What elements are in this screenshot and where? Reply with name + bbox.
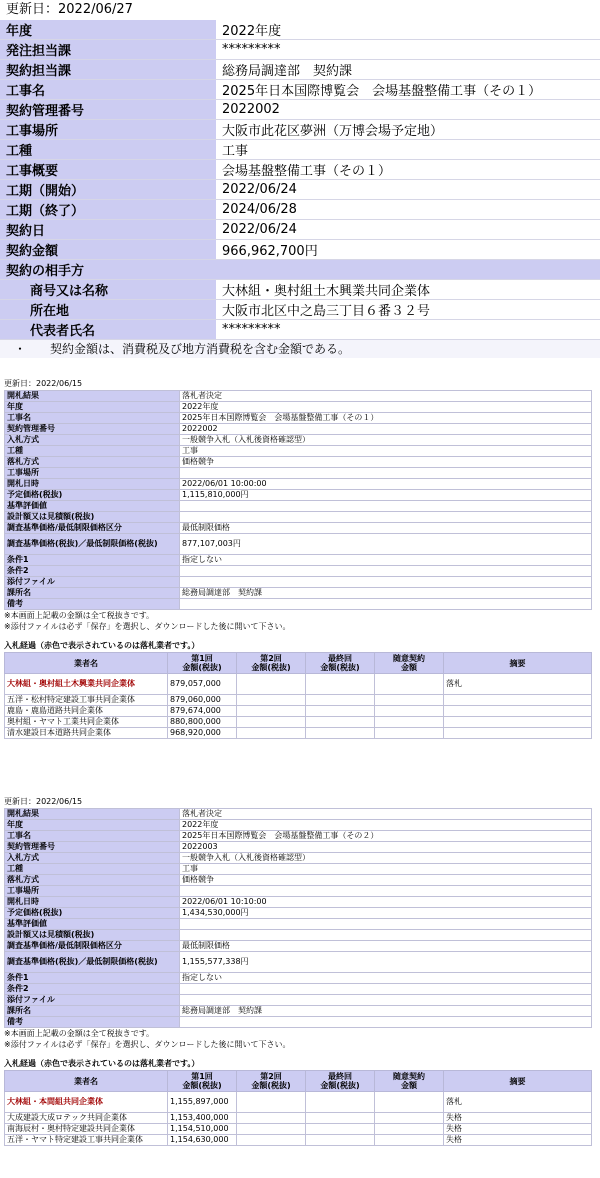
- result-row: [5, 468, 592, 479]
- result-value: [180, 501, 592, 512]
- contract-value: 2025年日本国際博覧会 会場基盤整備工事（その１）: [216, 80, 600, 100]
- bid-round1-amount: 1,153,400,000: [168, 1113, 237, 1124]
- result-value: 2022/06/01 10:10:00: [180, 897, 592, 908]
- bid-round1-amount: 1,154,630,000: [168, 1135, 237, 1146]
- result-value: 1,434,530,000円: [180, 908, 592, 919]
- bid-round1-amount: 879,057,000: [168, 674, 237, 695]
- bid-row: [5, 1135, 592, 1146]
- result-row: [5, 446, 592, 457]
- result-value: 2025年日本国際博覧会 会場基盤整備工事（その２）: [180, 831, 592, 842]
- contract-value: 966,962,700円: [216, 240, 600, 260]
- result-label: 基準評価値: [5, 919, 180, 930]
- result-row: [5, 391, 592, 402]
- result-label: 工事場所: [5, 468, 180, 479]
- bid-final-amount: [306, 1135, 375, 1146]
- bidder-name: 大林組・奥村組土木興業共同企業体: [5, 674, 168, 695]
- bid-round1-amount: 968,920,000: [168, 728, 237, 739]
- result-label: 条件2: [5, 566, 180, 577]
- bid-row: [5, 695, 592, 706]
- partner-label: 代表者氏名: [0, 320, 216, 340]
- partner-value: 大阪市北区中之島三丁目６番３２号: [216, 300, 600, 320]
- contract-label: 工事概要: [0, 160, 216, 180]
- partner-value: *********: [216, 320, 600, 340]
- contract-label: 工期（終了）: [0, 200, 216, 220]
- result-value: [180, 577, 592, 588]
- result-label: 契約管理番号: [5, 842, 180, 853]
- result-label: 工種: [5, 446, 180, 457]
- contract-table: [0, 20, 600, 340]
- bid-negotiated-amount: [375, 728, 444, 739]
- result-label: 調査基準価格(税抜)／最低制限価格(税抜): [5, 534, 180, 555]
- contract-value: 2022年度: [216, 20, 600, 40]
- contract-label: 契約金額: [0, 240, 216, 260]
- result-row: [5, 534, 592, 555]
- contract-section: [0, 0, 600, 358]
- bid-round2-amount: [237, 728, 306, 739]
- result-note: ※添付ファイルは必ず「保存」を選択し、ダウンロードした後に開いて下さい。: [4, 622, 291, 631]
- bid-round1-amount: 879,060,000: [168, 695, 237, 706]
- result-row: [5, 842, 592, 853]
- result-row: [5, 886, 592, 897]
- bidder-name: 大林組・本間組共同企業体: [5, 1092, 168, 1113]
- bidder-name: 五洋・ヤマト特定建設工事共同企業体: [5, 1135, 168, 1146]
- contract-row: [0, 80, 600, 100]
- result-label: 基準評価値: [5, 501, 180, 512]
- bidder-name: 鹿島・鹿島道路共同企業体: [5, 706, 168, 717]
- bid-final-amount: [306, 706, 375, 717]
- partner-value: 大林組・奥村組土木興業共同企業体: [216, 280, 600, 300]
- contract-row: [0, 120, 600, 140]
- result-label: 入札方式: [5, 435, 180, 446]
- result-note: ※本画面上記載の金額は全て税抜きです。: [4, 611, 155, 620]
- result-row: [5, 577, 592, 588]
- result-label: 備考: [5, 1017, 180, 1028]
- result-value: [180, 984, 592, 995]
- result-row: [5, 424, 592, 435]
- bid-history-table: [4, 652, 592, 739]
- bid-remark: [444, 717, 592, 728]
- contract-note: ・ 契約金額は、消費税及び地方消費税を含む金額である。: [0, 340, 600, 358]
- result-value: 工事: [180, 446, 592, 457]
- result-row: [5, 995, 592, 1006]
- bid-row: [5, 706, 592, 717]
- result-value: 総務局調達部 契約課: [180, 1006, 592, 1017]
- contract-label: 年度: [0, 20, 216, 40]
- result-label: 調査基準価格/最低制限価格区分: [5, 941, 180, 952]
- result-label: 落札方式: [5, 457, 180, 468]
- contract-label: 工事場所: [0, 120, 216, 140]
- result-row: [5, 1017, 592, 1028]
- result-value: 1,115,810,000円: [180, 490, 592, 501]
- bid-round2-amount: [237, 1113, 306, 1124]
- contract-updated-date: 更新日：2022/06/27: [6, 2, 133, 17]
- result-value: 落札者決定: [180, 809, 592, 820]
- result-value: 2022/06/01 10:00:00: [180, 479, 592, 490]
- contract-value: 会場基盤整備工事（その１）: [216, 160, 600, 180]
- bid-row: [5, 1113, 592, 1124]
- result-value: [180, 1017, 592, 1028]
- partner-label: 商号又は名称: [0, 280, 216, 300]
- bid-round1-amount: 879,674,000: [168, 706, 237, 717]
- bid-column-header: 業者名: [5, 1071, 168, 1092]
- result-value: [180, 930, 592, 941]
- bid-column-header: 摘要: [444, 653, 592, 674]
- bid-final-amount: [306, 728, 375, 739]
- result-value: [180, 919, 592, 930]
- bid-column-header: 業者名: [5, 653, 168, 674]
- result-value: 2025年日本国際博覧会 会場基盤整備工事（その１）: [180, 413, 592, 424]
- result-label: 工事名: [5, 413, 180, 424]
- contract-row: [0, 60, 600, 80]
- bid-final-amount: [306, 1124, 375, 1135]
- result-label: 年度: [5, 402, 180, 413]
- result-value: 2022003: [180, 842, 592, 853]
- bid-round2-amount: [237, 695, 306, 706]
- contract-label: 発注担当課: [0, 40, 216, 60]
- bid-remark: [444, 728, 592, 739]
- contract-value: *********: [216, 40, 600, 60]
- result-row: [5, 599, 592, 610]
- bid-column-header: 摘要: [444, 1071, 592, 1092]
- contract-label: 工種: [0, 140, 216, 160]
- result-label: 備考: [5, 599, 180, 610]
- result-value: [180, 468, 592, 479]
- result-row: [5, 555, 592, 566]
- result-value: 総務局調達部 契約課: [180, 588, 592, 599]
- contract-row: [0, 240, 600, 260]
- result-value: [180, 995, 592, 1006]
- result-row: [5, 897, 592, 908]
- result-note: ※添付ファイルは必ず「保存」を選択し、ダウンロードした後に開いて下さい。: [4, 1040, 291, 1049]
- bid-negotiated-amount: [375, 674, 444, 695]
- bid-remark: 失格: [444, 1113, 592, 1124]
- result-label: 調査基準価格(税抜)／最低制限価格(税抜): [5, 952, 180, 973]
- bid-round1-amount: 1,154,510,000: [168, 1124, 237, 1135]
- contract-label: 契約管理番号: [0, 100, 216, 120]
- result-value: 落札者決定: [180, 391, 592, 402]
- result-label: 添付ファイル: [5, 577, 180, 588]
- result-label: 開札日時: [5, 897, 180, 908]
- result-label: 工事名: [5, 831, 180, 842]
- result-value: 877,107,003円: [180, 534, 592, 555]
- result-value: 価格競争: [180, 875, 592, 886]
- partner-row: [0, 320, 600, 340]
- contract-label: 工期（開始）: [0, 180, 216, 200]
- result-row: [5, 952, 592, 973]
- result-value: [180, 566, 592, 577]
- result-row: [5, 941, 592, 952]
- bid-row: [5, 1092, 592, 1113]
- bid-negotiated-amount: [375, 706, 444, 717]
- result-row: [5, 402, 592, 413]
- result-row: [5, 490, 592, 501]
- result-value: 最低制限価格: [180, 523, 592, 534]
- bidder-name: 五洋・松村特定建設工事共同企業体: [5, 695, 168, 706]
- bid-history-heading: 入札経過（赤色で表示されているのは落札業者です。）: [4, 1059, 200, 1068]
- bid-column-header: 第2回 金額(税抜): [237, 1071, 306, 1092]
- result-label: 条件2: [5, 984, 180, 995]
- contract-row: [0, 140, 600, 160]
- partner-label: 所在地: [0, 300, 216, 320]
- result-label: 予定価格(税抜): [5, 490, 180, 501]
- bid-negotiated-amount: [375, 1092, 444, 1113]
- result-row: [5, 588, 592, 599]
- result-row: [5, 566, 592, 577]
- contract-label: 工事名: [0, 80, 216, 100]
- bid-final-amount: [306, 1092, 375, 1113]
- bid-result-section-1: [4, 378, 592, 739]
- result-value: 2022年度: [180, 402, 592, 413]
- partner-row: [0, 280, 600, 300]
- bid-remark: 失格: [444, 1124, 592, 1135]
- result-value: 最低制限価格: [180, 941, 592, 952]
- result-value: 2022年度: [180, 820, 592, 831]
- partner-heading: 契約の相手方: [0, 260, 600, 280]
- result-row: [5, 512, 592, 523]
- contract-value: 2022/06/24: [216, 180, 600, 200]
- bid-column-header: 随意契約 金額: [375, 1071, 444, 1092]
- contract-row: [0, 220, 600, 240]
- result-row: [5, 523, 592, 534]
- result-value: 指定しない: [180, 555, 592, 566]
- result-label: 課所名: [5, 588, 180, 599]
- contract-value: 大阪市此花区夢洲（万博会場予定地）: [216, 120, 600, 140]
- result-label: 落札方式: [5, 875, 180, 886]
- bid-round2-amount: [237, 1124, 306, 1135]
- bid-column-header: 随意契約 金額: [375, 653, 444, 674]
- bid-row: [5, 1124, 592, 1135]
- result-row: [5, 820, 592, 831]
- bid-negotiated-amount: [375, 1124, 444, 1135]
- result-row: [5, 908, 592, 919]
- contract-value: 2022/06/24: [216, 220, 600, 240]
- bid-remark: 落札: [444, 674, 592, 695]
- result-label: 条件1: [5, 973, 180, 984]
- bid-round1-amount: 1,155,897,000: [168, 1092, 237, 1113]
- bid-negotiated-amount: [375, 695, 444, 706]
- contract-value: 2024/06/28: [216, 200, 600, 220]
- result-row: [5, 973, 592, 984]
- bid-round2-amount: [237, 706, 306, 717]
- result-value: 一般競争入札（入札後資格確認型）: [180, 853, 592, 864]
- bid-negotiated-amount: [375, 1113, 444, 1124]
- bidder-name: 奥村組・ヤマト工業共同企業体: [5, 717, 168, 728]
- result-row: [5, 984, 592, 995]
- result-note: ※本画面上記載の金額は全て税抜きです。: [4, 1029, 155, 1038]
- result-label: 添付ファイル: [5, 995, 180, 1006]
- result-label: 設計額又は見積額(税抜): [5, 512, 180, 523]
- result-updated-date: 更新日：2022/06/15: [4, 379, 83, 388]
- bid-result-section-2: [4, 796, 592, 1146]
- bid-remark: 落札: [444, 1092, 592, 1113]
- result-table: [4, 808, 592, 1028]
- result-row: [5, 864, 592, 875]
- contract-row: [0, 40, 600, 60]
- bid-row: [5, 717, 592, 728]
- bid-round2-amount: [237, 1092, 306, 1113]
- result-row: [5, 435, 592, 446]
- contract-row: [0, 200, 600, 220]
- contract-row: [0, 100, 600, 120]
- bid-column-header: 第1回 金額(税抜): [168, 653, 237, 674]
- result-row: [5, 1006, 592, 1017]
- result-label: 調査基準価格/最低制限価格区分: [5, 523, 180, 534]
- result-row: [5, 875, 592, 886]
- result-value: 2022002: [180, 424, 592, 435]
- result-value: [180, 886, 592, 897]
- contract-value: 2022002: [216, 100, 600, 120]
- bid-remark: 失格: [444, 1135, 592, 1146]
- result-label: 設計額又は見積額(税抜): [5, 930, 180, 941]
- bid-history-table: [4, 1070, 592, 1146]
- result-label: 開札結果: [5, 391, 180, 402]
- bid-round1-amount: 880,800,000: [168, 717, 237, 728]
- bid-final-amount: [306, 1113, 375, 1124]
- contract-label: 契約担当課: [0, 60, 216, 80]
- bid-row: [5, 674, 592, 695]
- result-value: 指定しない: [180, 973, 592, 984]
- bid-final-amount: [306, 674, 375, 695]
- contract-value: 工事: [216, 140, 600, 160]
- contract-row: [0, 160, 600, 180]
- bid-row: [5, 728, 592, 739]
- result-row: [5, 831, 592, 842]
- result-label: 工種: [5, 864, 180, 875]
- result-value: 1,155,577,338円: [180, 952, 592, 973]
- bid-final-amount: [306, 717, 375, 728]
- contract-value: 総務局調達部 契約課: [216, 60, 600, 80]
- bidder-name: 大成建設大成ロテック共同企業体: [5, 1113, 168, 1124]
- result-label: 契約管理番号: [5, 424, 180, 435]
- partner-row: [0, 300, 600, 320]
- result-row: [5, 853, 592, 864]
- result-row: [5, 457, 592, 468]
- result-label: 課所名: [5, 1006, 180, 1017]
- bid-history-heading: 入札経過（赤色で表示されているのは落札業者です。）: [4, 641, 200, 650]
- result-value: 一般競争入札（入札後資格確認型）: [180, 435, 592, 446]
- result-value: [180, 599, 592, 610]
- result-table: [4, 390, 592, 610]
- result-label: 年度: [5, 820, 180, 831]
- result-label: 予定価格(税抜): [5, 908, 180, 919]
- contract-label: 契約日: [0, 220, 216, 240]
- contract-row: [0, 180, 600, 200]
- result-label: 条件1: [5, 555, 180, 566]
- result-label: 開札結果: [5, 809, 180, 820]
- bid-round2-amount: [237, 674, 306, 695]
- result-value: 工事: [180, 864, 592, 875]
- bid-round2-amount: [237, 1135, 306, 1146]
- bid-remark: [444, 695, 592, 706]
- bidder-name: 南海辰村・奥村特定建設共同企業体: [5, 1124, 168, 1135]
- bid-negotiated-amount: [375, 717, 444, 728]
- result-row: [5, 479, 592, 490]
- bid-column-header: 最終回 金額(税抜): [306, 1071, 375, 1092]
- result-label: 工事場所: [5, 886, 180, 897]
- bid-column-header: 第2回 金額(税抜): [237, 653, 306, 674]
- result-row: [5, 413, 592, 424]
- result-value: 価格競争: [180, 457, 592, 468]
- result-row: [5, 501, 592, 512]
- bid-column-header: 第1回 金額(税抜): [168, 1071, 237, 1092]
- bid-final-amount: [306, 695, 375, 706]
- result-value: [180, 512, 592, 523]
- contract-row: [0, 20, 600, 40]
- result-updated-date: 更新日：2022/06/15: [4, 797, 83, 806]
- result-row: [5, 919, 592, 930]
- result-row: [5, 809, 592, 820]
- bidder-name: 清水建設日本道路共同企業体: [5, 728, 168, 739]
- result-label: 入札方式: [5, 853, 180, 864]
- result-label: 開札日時: [5, 479, 180, 490]
- bid-column-header: 最終回 金額(税抜): [306, 653, 375, 674]
- bid-remark: [444, 706, 592, 717]
- bid-round2-amount: [237, 717, 306, 728]
- result-row: [5, 930, 592, 941]
- bid-negotiated-amount: [375, 1135, 444, 1146]
